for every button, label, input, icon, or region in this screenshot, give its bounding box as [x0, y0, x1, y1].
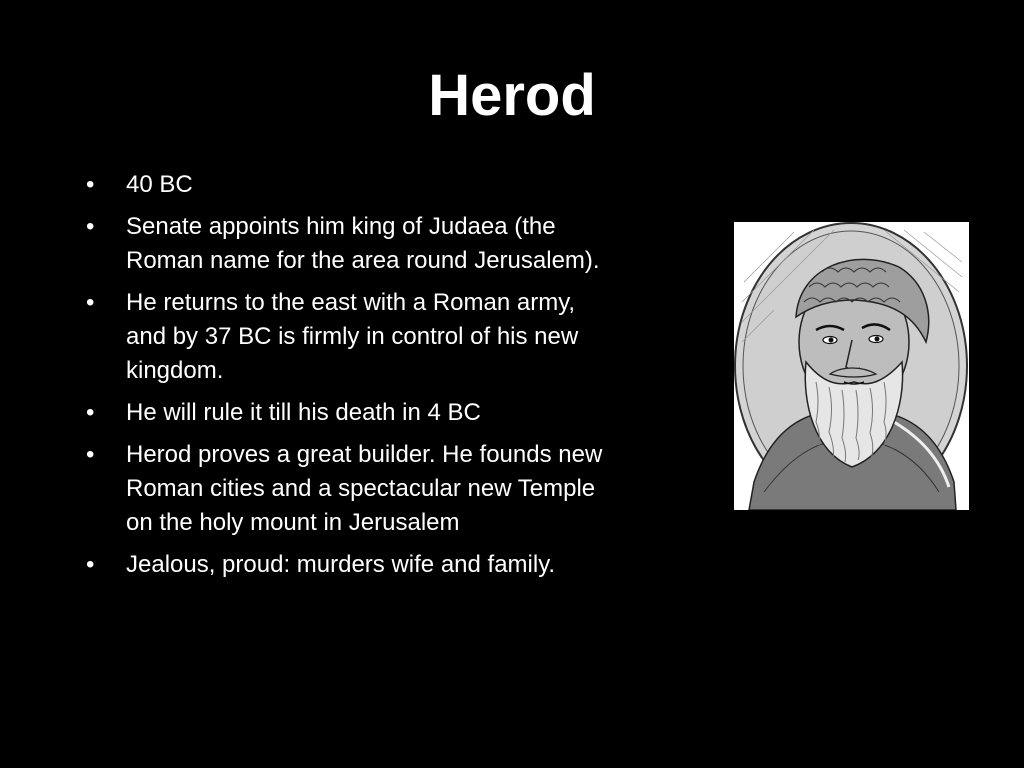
bullet-item — [86, 396, 616, 430]
bullet-icon: • — [86, 289, 95, 316]
bullet-icon: • — [86, 213, 95, 240]
bullet-item — [86, 210, 616, 278]
bullet-text: Herod proves a great builder. He founds new Roman cities and a spectacular new Temple on the holy mount in Jerusalem — [126, 441, 603, 536]
bullet-text: Jealous, proud: murders wife and family. — [126, 551, 556, 578]
bullet-item — [86, 286, 616, 388]
herod-portrait-image — [734, 222, 969, 510]
bullet-icon: • — [86, 399, 95, 426]
bullet-text: He will rule it till his death in 4 BC — [126, 399, 481, 426]
bullet-text: 40 BC — [126, 171, 193, 198]
bullet-item — [86, 548, 616, 582]
bullet-item — [86, 168, 616, 202]
bullet-text: He returns to the east with a Roman army, and by 37 BC is firmly in control of his new kingdom. — [126, 289, 579, 384]
slide-title: Herod — [428, 63, 596, 128]
bullet-icon: • — [86, 441, 95, 468]
bullet-text: Senate appoints him king of Judaea (the Roman name for the area round Jerusalem). — [126, 213, 600, 274]
bullet-icon: • — [86, 171, 95, 198]
bullet-list — [86, 168, 616, 590]
bullet-item — [86, 438, 616, 540]
bullet-icon: • — [86, 551, 95, 578]
portrait-engraving — [734, 222, 969, 510]
